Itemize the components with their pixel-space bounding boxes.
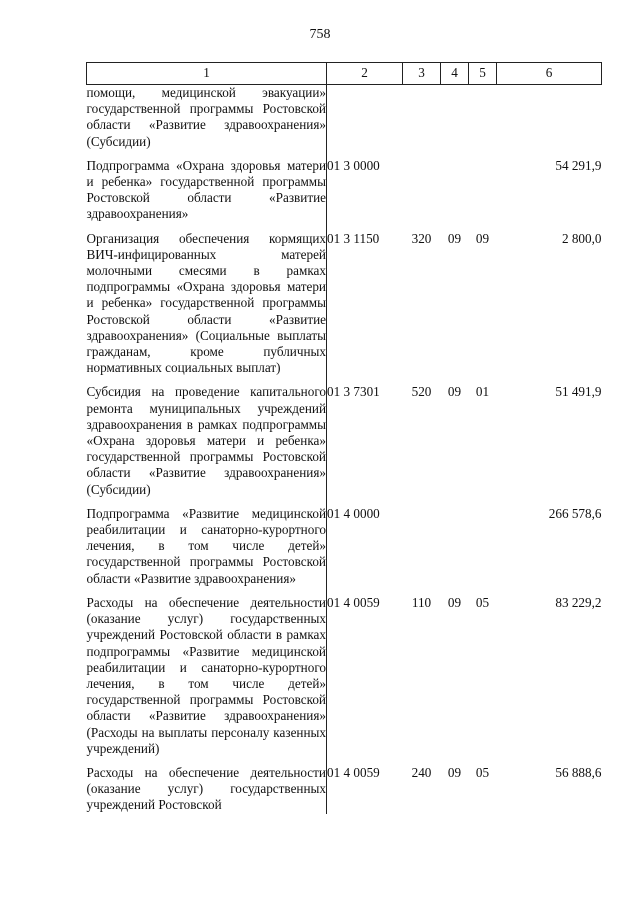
header-row [87, 63, 602, 85]
row-code: 01 4 0000 [327, 505, 380, 521]
table-row [87, 85, 602, 150]
row-pr: 09 [475, 230, 490, 246]
row-sum: 51 491,9 [555, 384, 602, 400]
row-name: Подпрограмма «Развитие медицинской реабилитации и санаторно-курортного лечения, в том числе детей» государственной программы Ростовской области «Развитие здравоохранения» [87, 498, 327, 587]
row-name: Организация обеспечения кормящих ВИЧ-инфицированных матерей молочными смесями в рамках подпрограммы «Охрана здоровья матери и ребенка» государственной программы Ростовской области «Развитие здравоохранения» (Социальные выплаты гражданам, кроме публичных нормативных социальных выплат) [87, 223, 327, 377]
table-row [87, 757, 602, 814]
header-cell-rz: 4 [441, 63, 469, 85]
row-name: Расходы на обеспечение деятельности (оказание услуг) государственных учреждений Ростовской области в рамках подпрограммы «Развитие медицинской реабилитации и санаторно-курортного лечения, в том числе детей» государственной программы Ростовской области «Развитие здравоохранения» (Расходы на выплаты персоналу казенных учреждений) [87, 587, 327, 757]
row-pr: 05 [475, 764, 490, 780]
row-code: 01 3 1150 [327, 230, 380, 246]
row-vr: 240 [411, 764, 432, 780]
row-sum: 54 291,9 [555, 157, 602, 173]
row-rz: 09 [447, 384, 462, 400]
row-name: Подпрограмма «Охрана здоровья матери и ребенка» государственной программы Ростовской области «Развитие здравоохранения» [87, 150, 327, 223]
row-sum: 2 800,0 [561, 230, 602, 246]
page-number: 758 [309, 27, 331, 42]
row-rz [441, 498, 469, 587]
row-pr: 05 [475, 594, 490, 610]
budget-table [86, 62, 602, 814]
row-pr: 01 [475, 384, 490, 400]
row-rz [441, 150, 469, 223]
row-rz: 09 [447, 594, 462, 610]
header-cell-vr: 3 [403, 63, 441, 85]
header-cell-code: 2 [327, 63, 403, 85]
row-code [327, 85, 403, 150]
row-code: 01 4 0059 [327, 594, 380, 610]
table-row [87, 150, 602, 223]
header-cell-pr: 5 [469, 63, 497, 85]
row-sum [497, 85, 602, 150]
row-vr: 110 [411, 594, 432, 610]
row-rz: 09 [447, 230, 462, 246]
row-name: помощи, медицинской эвакуации» государственной программы Ростовской области «Развитие здравоохранения» (Субсидии) [86, 85, 326, 149]
row-sum: 56 888,6 [555, 764, 602, 780]
row-sum: 83 229,2 [555, 594, 602, 610]
row-name: Субсидия на проведение капитального ремонта муниципальных учреждений здравоохранения в рамках подпрограммы «Охрана здоровья матери и ребенка» государственной программы Ростовской области «Развитие здравоохранения» (Субсидии) [87, 376, 327, 497]
row-vr [403, 85, 441, 150]
row-pr [469, 85, 497, 150]
table-row [87, 498, 602, 587]
header-cell-sum: 6 [497, 63, 602, 85]
header-cell-name: 1 [87, 63, 327, 85]
table-row [87, 223, 602, 377]
row-vr: 520 [411, 384, 432, 400]
row-vr [403, 498, 441, 587]
row-name: Расходы на обеспечение деятельности (оказание услуг) государственных учреждений Ростовской [87, 757, 327, 814]
row-vr: 320 [411, 230, 432, 246]
row-rz: 09 [447, 764, 462, 780]
row-code: 01 3 0000 [327, 157, 380, 173]
table-row [87, 376, 602, 497]
row-code: 01 4 0059 [327, 764, 380, 780]
row-pr [469, 150, 497, 223]
row-sum: 266 578,6 [548, 505, 602, 521]
table-row [87, 587, 602, 757]
row-code: 01 3 7301 [327, 384, 380, 400]
row-pr [469, 498, 497, 587]
row-rz [441, 85, 469, 150]
row-vr [403, 150, 441, 223]
